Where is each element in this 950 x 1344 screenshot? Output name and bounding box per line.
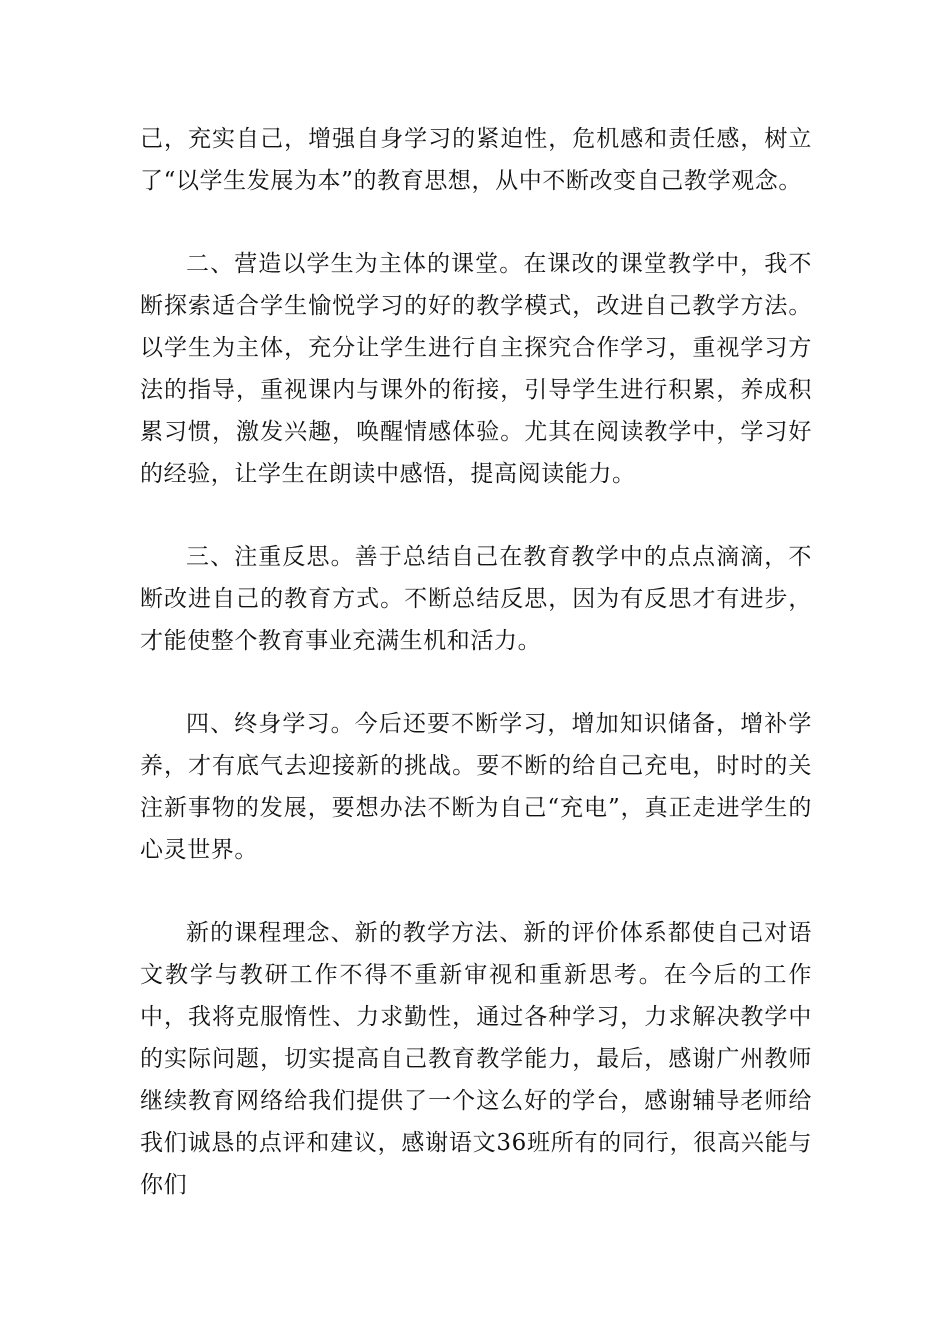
paragraph-lifelong-learning: 四、终身学习。今后还要不断学习，增加知识储备，增补学养，才有底气去迎接新的挑战。要不断的给自己充电，时时的关注新事物的发展，要想办法不断为自己“充电”，真正走进学生的心灵世界。 [140,711,812,863]
paragraph-continuation: 己，充实自己，增强自身学习的紧迫性，危机感和责任感，树立了“以学生发展为本”的教育思想，从中不断改变自己教学观念。 [140,126,812,194]
paragraph-reflection: 三、注重反思。善于总结自己在教育教学中的点点滴滴，不断改进自己的教育方式。不断总结反思，因为有反思才有进步，才能使整个教育事业充满生机和活力。 [140,544,812,654]
paragraph-conclusion: 新的课程理念、新的教学方法、新的评价体系都使自己对语文教学与教研工作不得不重新审视和重新思考。在今后的工作中，我将克服惰性、力求勤性，通过各种学习，力求解决教学中的实际问题，切实提高自己教育教学能力，最后，感谢广州教师继续教育网络给我们提供了一个这么好的学台，感谢辅导老师给我们诚恳的点评和建议，感谢语文36班所有的同行，很高兴能与你们 [140,920,812,1198]
document-body [140,118,812,1206]
paragraph-student-centered-classroom: 二、营造以学生为主体的课堂。在课改的课堂教学中，我不断探索适合学生愉悦学习的好的教学模式，改进自己教学方法。以学生为主体，充分让学生进行自主探究合作学习，重视学习方法的指导，重视课内与课外的衔接，引导学生进行积累，养成积累习惯，激发兴趣，唤醒情感体验。尤其在阅读教学中，学习好的经验，让学生在朗读中感悟，提高阅读能力。 [140,251,812,487]
